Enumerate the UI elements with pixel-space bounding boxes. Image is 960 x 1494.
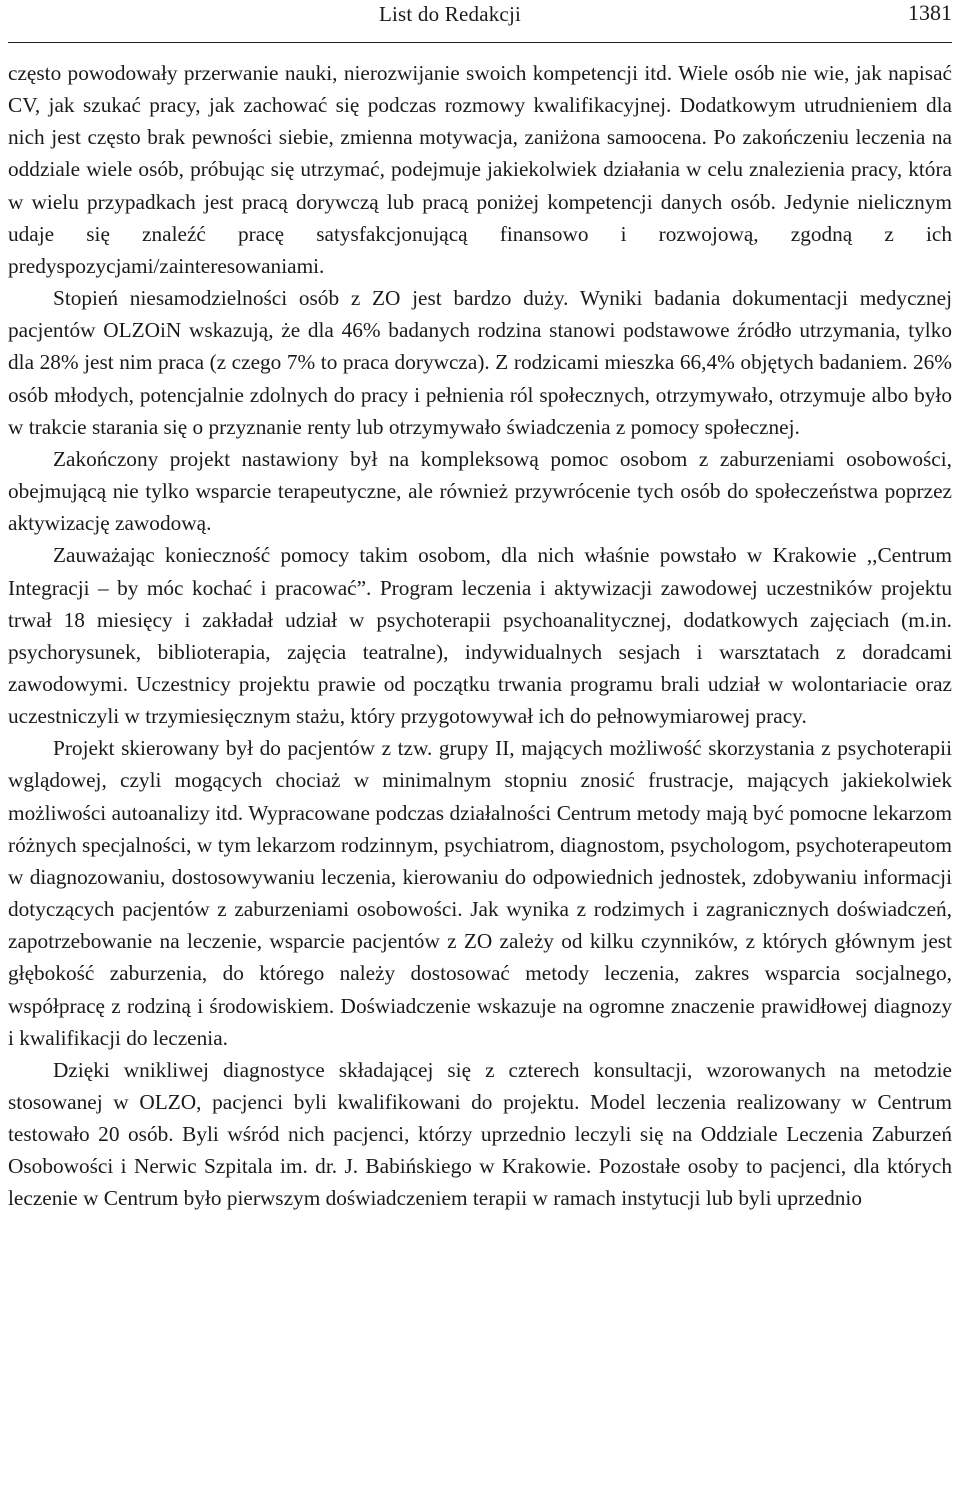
- page-number: 1381: [908, 0, 952, 25]
- paragraph: Zauważając konieczność pomocy takim osobom, dla nich właśnie powstało w Krakowie ,,Centrum Integracji – by móc kochać i pracować”. Program leczenia i aktywizacji zawodowej uczestników projektu trwał 18 miesięcy i zakładał udział w psychoterapii psychoanalitycznej, dodatkowych zajęciach (m.in. psychorysunek, biblioterapia, zajęcia teatralne), indywidualnych sesjach i warsztatach z doradcami zawodowymi. Uczestnicy projektu prawie od początku trwania programu brali udział w wolontariacie oraz uczestniczyli w trzymiesięcznym stażu, który przygotowywał ich do pełnowymiarowej pracy.: [8, 543, 952, 729]
- running-title: List do Redakcji: [379, 2, 522, 26]
- paragraph: Zakończony projekt nastawiony był na kompleksową pomoc osobom z zaburzeniami osobowości, obejmującą nie tylko wsparcie terapeutyczne, ale również przywrócenie tych osób do społeczeństwa poprzez aktywizację zawodową.: [8, 446, 952, 536]
- article-body: [8, 57, 952, 1215]
- paragraph: Projekt skierowany był do pacjentów z tzw. grupy II, mających możliwość skorzystania z psychoterapii wglądowej, czyli mogących chociaż w minimalnym stopniu znosić frustracje, mających jakiekolwiek możliwości autoanalizy itd. Wypracowane podczas działalności Centrum metody mają być pomocne lekarzom różnych specjalności, w tym lekarzom rodzinnym, psychiatrom, diagnostom, psychologom, psychoterapeutom w diagnozowaniu, dostosowywaniu leczenia, kierowaniu do odpowiednich jednostek, zdobywaniu informacji dotyczących pacjentów z zaburzeniami osobowości. Jak wynika z rodzimych i zagranicznych doświadczeń, zapotrzebowanie na leczenie, wsparcie pacjentów z ZO zależy od kilku czynników, z których głównym jest głębokość zaburzenia, do którego należy dostosować metody leczenia, zakres wsparcia socjalnego, współpracę z rodziną i środowiskiem. Doświadczenie wskazuje na ogromne znaczenie prawidłowej diagnozy i kwalifikacji do leczenia.: [8, 736, 952, 1050]
- paragraph: Stopień niesamodzielności osób z ZO jest bardzo duży. Wyniki badania dokumentacji medycznej pacjentów OLZOiN wskazują, że dla 46% badanych rodzina stanowi podstawowe źródło utrzymania, tylko dla 28% jest nim praca (z czego 7% to praca dorywcza). Z rodzicami mieszka 66,4% objętych badaniem. 26% osób młodych, potencjalnie zdolnych do pracy i pełnienia ról społecznych, otrzymywało, otrzymuje albo było w trakcie starania się o przyznanie renty lub otrzymywało świadczenia z pomocy społecznej.: [8, 286, 952, 439]
- paragraph: Dzięki wnikliwej diagnostyce składającej się z czterech konsultacji, wzorowanych na metodzie stosowanej w OLZO, pacjenci byli kwalifikowani do projektu. Model leczenia realizowany w Centrum testowało 20 osób. Byli wśród nich pacjenci, którzy uprzednio leczyli się na Oddziale Leczenia Zaburzeń Osobowości i Nerwic Szpitala im. dr. J. Babińskiego w Krakowie. Pozostałe osoby to pacjenci, dla których leczenie w Centrum było pierwszym doświadczeniem terapii w ramach instytucji lub byli uprzednio: [8, 1057, 952, 1211]
- paragraph: często powodowały przerwanie nauki, nierozwijanie swoich kompetencji itd. Wiele osób nie wie, jak napisać CV, jak szukać pracy, jak zachować się podczas rozmowy kwalifikacyjnej. Dodatkowym utrudnieniem dla nich jest często brak pewności siebie, zmienna motywacja, zaniżona samoocena. Po zakończeniu leczenia na oddziale wiele osób, próbując się utrzymać, podejmuje jakiekolwiek działania w celu znalezienia pracy, która w wielu przypadkach jest pracą dorywczą lub pracą poniżej kompetencji danych osób. Jedynie nielicznym udaje się znaleźć pracę satysfakcjonującą finansowo i rozwojową, zgodną z ich predyspozycjami/zainteresowaniami.: [8, 61, 952, 278]
- running-header: [8, 0, 952, 43]
